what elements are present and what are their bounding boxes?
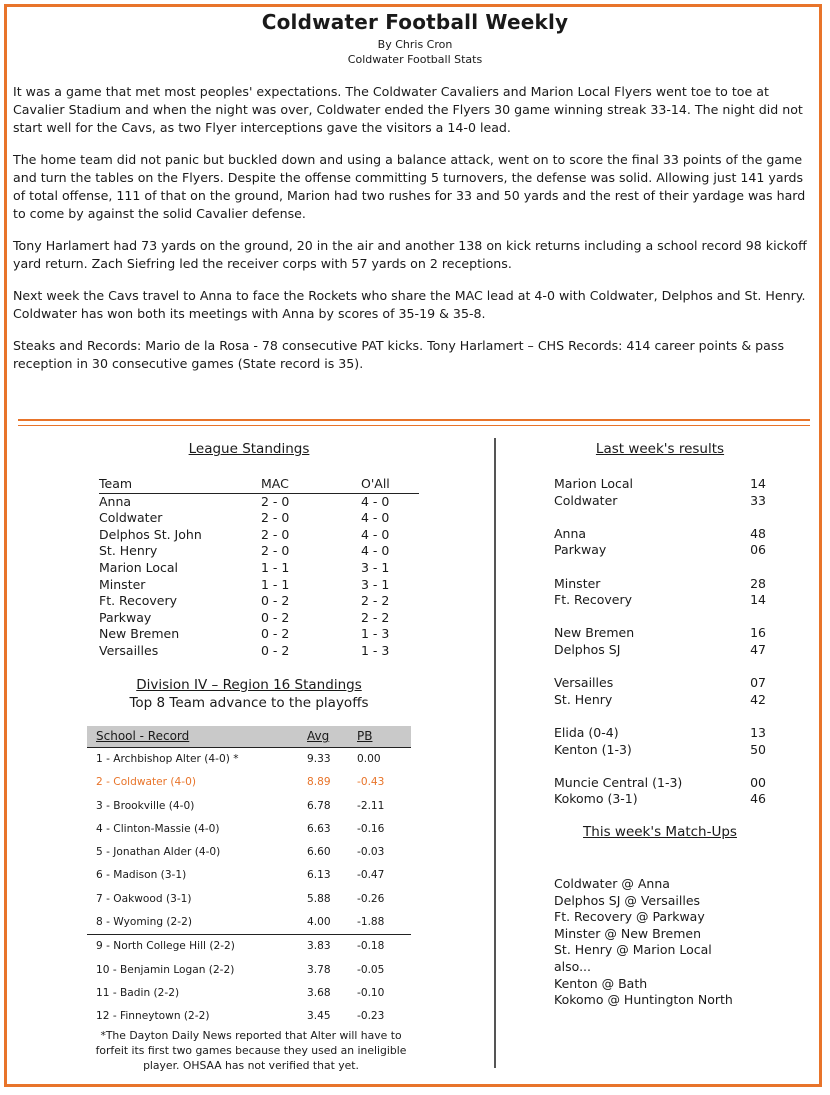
team-name: Delphos SJ	[554, 641, 621, 657]
matchups-list	[554, 876, 794, 1009]
team-score-line	[554, 775, 766, 792]
team-name: Coldwater	[99, 510, 163, 526]
school-record: 5 - Jonathan Alder (4-0)	[96, 846, 221, 859]
section-rule-thin	[18, 425, 810, 426]
col-header-school: School - Record	[96, 729, 190, 743]
team-name: Ft. Recovery	[99, 593, 177, 609]
average: 6.13	[307, 869, 331, 882]
overall-record: 2 - 2	[361, 609, 390, 625]
standings-row	[99, 543, 419, 560]
team-score-line	[554, 592, 766, 609]
matchup-line: Ft. Recovery @ Parkway	[554, 909, 705, 925]
alter-footnote: *The Dayton Daily News reported that Alter will have to forfeit its first two games because they used an ineligible player. OHSAA has not verified that yet.	[95, 1029, 407, 1072]
col-header-avg: Avg	[307, 729, 330, 743]
team-score-line	[554, 675, 766, 692]
standings-row	[99, 527, 419, 544]
team-score-line	[554, 576, 766, 593]
team-score-line	[554, 476, 766, 493]
average: 3.68	[307, 986, 331, 999]
points-behind: -0.10	[357, 986, 385, 999]
school-record: 8 - Wyoming (2-2)	[96, 916, 192, 929]
standings-row	[99, 560, 419, 577]
team-name: Marion Local	[554, 476, 633, 491]
team-name: Delphos St. John	[99, 526, 202, 542]
mac-record: 1 - 1	[261, 576, 290, 592]
team-score: 14	[750, 592, 766, 608]
matchups-title: This week's Match-Ups	[583, 824, 737, 840]
team-score: 16	[750, 625, 766, 641]
team-name: Anna	[99, 493, 132, 509]
results-list	[554, 476, 766, 824]
team-name: Parkway	[554, 542, 607, 558]
average: 3.78	[307, 963, 331, 976]
matchup-line: Kokomo @ Huntington North	[554, 992, 733, 1008]
school-record: 11 - Badin (2-2)	[96, 986, 180, 999]
author-line: By Chris Cron	[377, 38, 453, 51]
division-row	[87, 864, 411, 887]
story-paragraph: Tony Harlamert had 73 yards on the ground, 20 in the air and another 138 on kick returns including a school record 98 kickoff yard return. Zach Siefring led the receiver corps with 57 yards on 2 receptions.	[13, 238, 807, 271]
team-name: Kenton (1-3)	[554, 741, 632, 757]
division-row	[87, 771, 411, 794]
matchup-line: Minster @ New Bremen	[554, 925, 702, 941]
story-paragraph: The home team did not panic but buckled down and using a balance attack, went on to score the final 33 points of the game and turn the tables on the Flyers. Despite the offense committing 5 turnovers, the defense was solid. Allowing just 141 yards of total offense, 111 of that on the ground, Marion had two rushes for 33 and 50 yards and the rest of their yardage was hard to come by against the solid Cavalier defense.	[13, 152, 806, 221]
mac-record: 1 - 1	[261, 559, 290, 575]
division-standings-subtitle: Top 8 Team advance to the playoffs	[129, 695, 369, 711]
team-name: Versailles	[554, 675, 614, 691]
average: 6.63	[307, 822, 331, 835]
average: 8.89	[307, 776, 331, 789]
average: 9.33	[307, 753, 331, 765]
division-row	[87, 841, 411, 864]
standings-row	[99, 593, 419, 610]
school-record: 3 - Brookville (4-0)	[96, 799, 195, 812]
matchup-line: St. Henry @ Marion Local	[554, 942, 712, 958]
average: 4.00	[307, 916, 331, 929]
overall-record: 3 - 1	[361, 576, 390, 592]
game-result	[554, 625, 766, 658]
mac-record: 0 - 2	[261, 593, 290, 609]
school-record: 7 - Oakwood (3-1)	[96, 892, 192, 905]
team-name: Elida (0-4)	[554, 724, 619, 740]
overall-record: 4 - 0	[361, 543, 390, 559]
division-row	[87, 818, 411, 841]
overall-record: 4 - 0	[361, 526, 390, 542]
team-name: Parkway	[99, 609, 152, 625]
overall-record: 1 - 3	[361, 642, 390, 658]
average: 6.78	[307, 799, 331, 812]
league-standings-title: League Standings	[188, 441, 310, 457]
team-score: 06	[750, 542, 766, 558]
matchup-line: Kenton @ Bath	[554, 975, 648, 991]
school-record: 2 - Coldwater (4-0)	[96, 776, 196, 789]
division-standings-title: Division IV – Region 16 Standings	[136, 677, 362, 693]
mac-record: 2 - 0	[261, 526, 290, 542]
division-row	[87, 982, 411, 1005]
mac-record: 2 - 0	[261, 510, 290, 526]
standings-row	[99, 626, 419, 643]
team-name: Ft. Recovery	[554, 592, 632, 608]
points-behind: -1.88	[357, 916, 385, 929]
source-line: Coldwater Football Stats	[347, 53, 483, 66]
division-header-row	[87, 726, 411, 748]
points-behind: -0.47	[357, 869, 385, 882]
team-name: Minster	[554, 575, 601, 591]
game-result	[554, 725, 766, 758]
game-result	[554, 675, 766, 708]
school-record: 10 - Benjamin Logan (2-2)	[96, 963, 235, 976]
team-name: St. Henry	[99, 543, 158, 559]
team-name: Muncie Central (1-3)	[554, 774, 683, 790]
col-header-pb: PB	[357, 729, 373, 743]
matchup-line: Coldwater @ Anna	[554, 876, 670, 891]
points-behind: -0.03	[357, 846, 385, 859]
col-header-team: Team	[99, 476, 133, 491]
school-record: 9 - North College Hill (2-2)	[96, 940, 235, 953]
standings-row	[99, 510, 419, 527]
game-result	[554, 476, 766, 509]
team-score-line	[554, 493, 766, 510]
team-name: St. Henry	[554, 691, 613, 707]
division-row	[87, 748, 411, 771]
team-score: 46	[750, 791, 766, 807]
overall-record: 4 - 0	[361, 493, 390, 509]
standings-row	[99, 494, 419, 511]
team-score: 28	[750, 575, 766, 591]
team-score-line	[554, 791, 766, 808]
standings-row	[99, 610, 419, 627]
section-rule	[18, 419, 810, 421]
points-behind: -0.23	[357, 1010, 385, 1023]
points-behind: -0.26	[357, 892, 385, 905]
column-divider	[494, 438, 496, 1068]
story-paragraph: Next week the Cavs travel to Anna to face the Rockets who share the MAC lead at 4-0 with Coldwater, Delphos and St. Henry. Coldwater has won both its meetings with Anna by scores of 35-19 & 35-8.	[13, 288, 806, 321]
game-result	[554, 526, 766, 559]
mac-record: 2 - 0	[261, 493, 290, 509]
team-name: Marion Local	[99, 559, 178, 575]
division-row	[87, 911, 411, 935]
average: 3.45	[307, 1010, 331, 1023]
points-behind: -0.16	[357, 822, 385, 835]
division-standings-heading	[86, 676, 412, 712]
division-row	[87, 795, 411, 818]
standings-row	[99, 643, 419, 660]
team-score-line	[554, 542, 766, 559]
division-row	[87, 888, 411, 911]
team-name: Minster	[99, 576, 146, 592]
points-behind: 0.00	[357, 753, 381, 765]
team-score: 50	[750, 741, 766, 757]
team-name: Coldwater	[554, 492, 618, 508]
team-name: New Bremen	[99, 626, 180, 642]
overall-record: 1 - 3	[361, 626, 390, 642]
overall-record: 4 - 0	[361, 510, 390, 526]
division-standings-table	[87, 726, 411, 1029]
team-score-line	[554, 625, 766, 642]
team-score: 00	[750, 774, 766, 790]
points-behind: -0.05	[357, 963, 385, 976]
team-score: 33	[750, 492, 766, 508]
mac-record: 2 - 0	[261, 543, 290, 559]
team-score-line	[554, 692, 766, 709]
game-result	[554, 576, 766, 609]
team-score-line	[554, 526, 766, 543]
standings-row	[99, 577, 419, 594]
newsletter-title: Coldwater Football Weekly	[261, 10, 569, 34]
team-score: 13	[750, 724, 766, 740]
division-row	[87, 959, 411, 982]
team-score-line	[554, 642, 766, 659]
team-score: 42	[750, 691, 766, 707]
byline-block	[0, 37, 830, 67]
game-result	[554, 775, 766, 808]
average: 3.83	[307, 940, 331, 953]
school-record: 4 - Clinton-Massie (4-0)	[96, 822, 220, 835]
division-row	[87, 1005, 411, 1028]
col-header-overall: O'All	[361, 476, 390, 491]
school-record: 12 - Finneytown (2-2)	[96, 1010, 210, 1023]
points-behind: -0.43	[357, 776, 385, 789]
team-name: Versailles	[99, 642, 159, 658]
school-record: 1 - Archbishop Alter (4-0) *	[96, 753, 239, 765]
story-paragraph: Steaks and Records: Mario de la Rosa - 78 consecutive PAT kicks. Tony Harlamert – CHS Records: 414 career points & pass reception in 30 consecutive games (State record is 35).	[13, 338, 785, 371]
game-story	[13, 83, 819, 387]
overall-record: 2 - 2	[361, 593, 390, 609]
col-header-mac: MAC	[261, 476, 289, 491]
points-behind: -2.11	[357, 799, 385, 812]
team-score-line	[554, 725, 766, 742]
team-name: Anna	[554, 525, 587, 541]
team-name: Kokomo (3-1)	[554, 791, 638, 807]
points-behind: -0.18	[357, 940, 385, 953]
average: 5.88	[307, 892, 331, 905]
school-record: 6 - Madison (3-1)	[96, 869, 187, 882]
average: 6.60	[307, 846, 331, 859]
overall-record: 3 - 1	[361, 559, 390, 575]
league-standings-table	[99, 476, 419, 660]
division-row	[87, 935, 411, 958]
mac-record: 0 - 2	[261, 642, 290, 658]
mac-record: 0 - 2	[261, 626, 290, 642]
matchup-line: also...	[554, 958, 591, 974]
team-score: 14	[750, 476, 766, 491]
team-name: New Bremen	[554, 625, 635, 641]
matchup-line: Delphos SJ @ Versailles	[554, 892, 701, 908]
mac-record: 0 - 2	[261, 609, 290, 625]
story-paragraph: It was a game that met most peoples' expectations. The Coldwater Cavaliers and Marion Local Flyers went toe to toe at Cavalier Stadium and when the night was over, Coldwater ended the Flyers 30 game winning streak 33-14. The night did not start well for the Cavs, as two Flyer interceptions gave the visitors a 14-0 lead.	[13, 84, 803, 135]
team-score-line	[554, 742, 766, 759]
team-score: 47	[750, 641, 766, 657]
standings-header-row	[99, 476, 419, 494]
team-score: 07	[750, 675, 766, 691]
last-week-results-title: Last week's results	[595, 441, 725, 457]
team-score: 48	[750, 525, 766, 541]
